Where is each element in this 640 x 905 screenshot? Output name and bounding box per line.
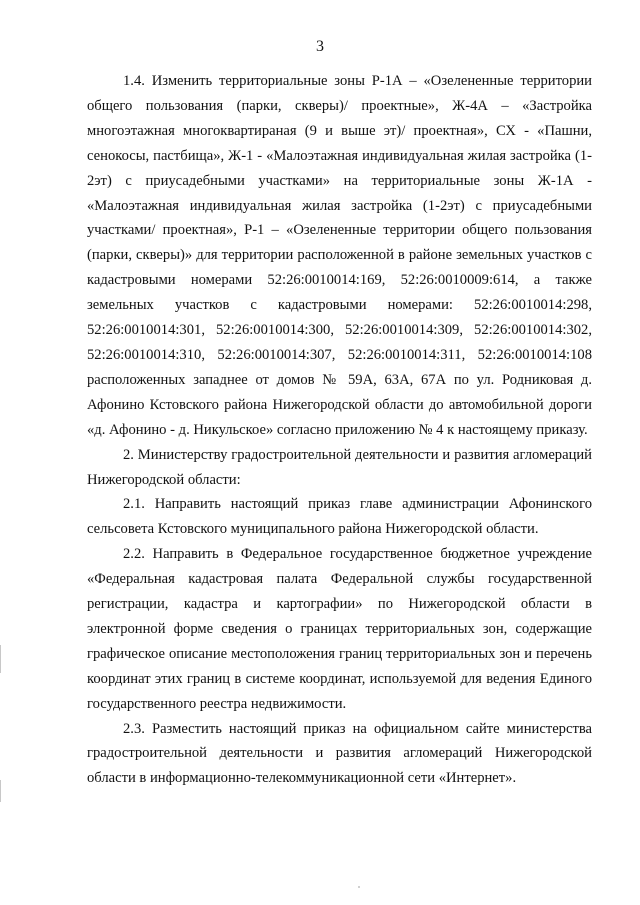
scan-margin-mark [0,645,1,673]
scan-margin-mark [0,780,1,802]
paragraph-1-4: 1.4. Изменить территориальные зоны Р-1А – «Озелененные территории общего пользования (парки, скверы)/ проектные», Ж-4А – «Застройка многоэтажная многоквартираная (9 и выше эт)/ проектная», СХ - «Пашни, сенокосы, пастбища», Ж-1 - «Малоэтажная индивидуальная жилая застройка (1-2эт) с приусадебными участками» на территориальные зоны Ж-1А - «Малоэтажная индивидуальная жилая застройка (1-2эт) с приусадебными участками/ проектная», Р-1 – «Озелененные территории общего пользования (парки, скверы)» для территории расположенной в районе земельных участков с кадастровыми номерами 52:26:0010014:169, 52:26:0010009:614, а также земельных участков с кадастровыми номерами: 52:26:0010014:298, 52:26:0010014:301, 52:26:0010014:300, 52:26:0010014:309, 52:26:0010014:302, 52:26:0010014:310, 52:26:0010014:307, 52:26:0010014:311, 52:26:0010014:108 расположенных западнее от домов № 59А, 63А, 67А по ул. Родниковая д. Афонино Кстовского района Нижегородской области до автомобильной дороги «д. Афонино - д. Никульское» согласно приложению № 4 к настоящему приказу. [87,73,592,438]
scan-dot [358,886,360,888]
paragraph-2: 2. Министерству градостроительной деятельности и развития агломераций Нижегородской области: [87,446,592,488]
document-body [87,69,592,791]
page-number: 3 [316,38,324,55]
paragraph-2-2: 2.2. Направить в Федеральное государственное бюджетное учреждение «Федеральная кадастровая палата Федеральной службы государственной регистрации, кадастра и картографии» по Нижегородской области в электронной форме сведения о границах территориальных зон, содержащие графическое описание местоположения границ территориальных зон и перечень координат этих границ в системе координат, используемой для ведения Единого государственного реестра недвижимости. [87,546,592,712]
paragraph-2-1: 2.1. Направить настоящий приказ главе администрации Афонинского сельсовета Кстовского муниципального района Нижегородской области. [87,496,592,538]
paragraph-2-3: 2.3. Разместить настоящий приказ на официальном сайте министерства градостроительной деятельности и развития агломераций Нижегородской области в информационно-телекоммуникационной сети «Интернет». [87,720,592,787]
